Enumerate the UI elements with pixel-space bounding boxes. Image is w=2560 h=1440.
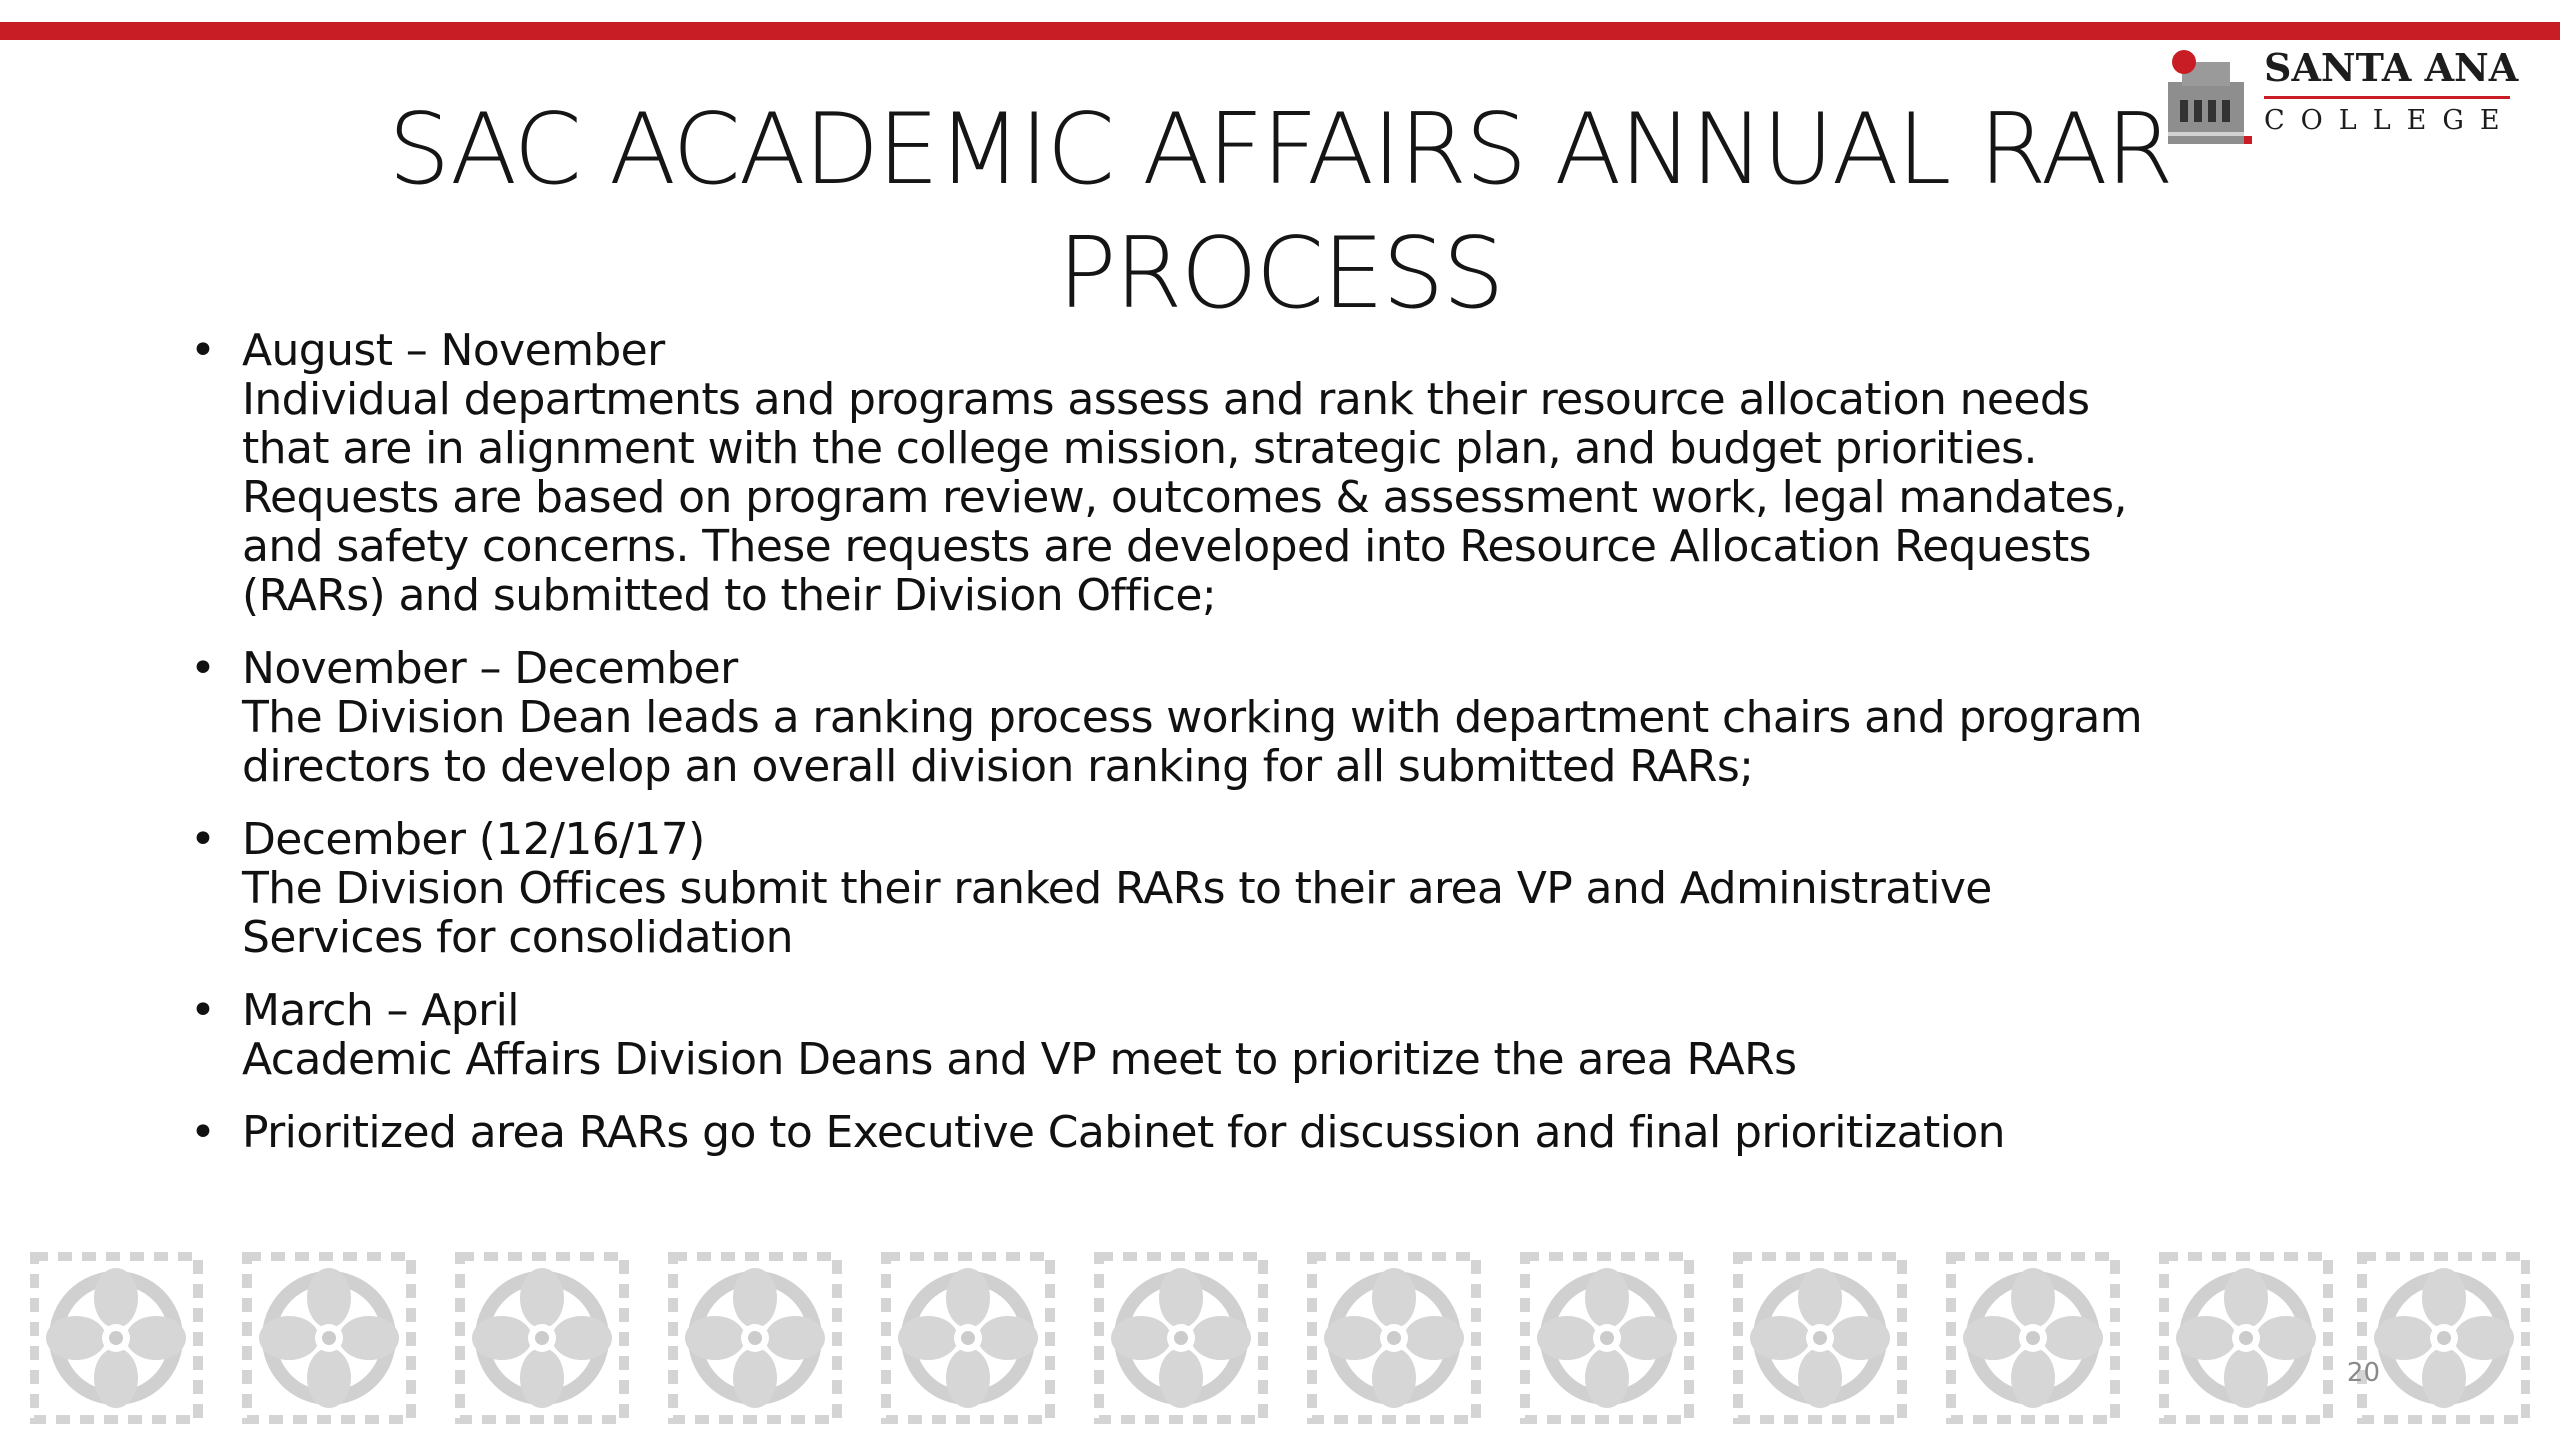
logo-name: SANTA ANA <box>2264 45 2519 90</box>
slide-title <box>200 88 2360 336</box>
bullet-dot-icon: • <box>190 325 216 376</box>
bullet-dot-icon: • <box>190 1107 216 1158</box>
top-accent-bar <box>0 22 2560 40</box>
bullet-body: Academic Affairs Division Deans and VP meet to prioritize the area RARs <box>242 1034 1797 1085</box>
bullet-heading: August – November <box>242 325 665 376</box>
bullet-dot-icon: • <box>190 985 216 1036</box>
bullet-heading: Prioritized area RARs go to Executive Cabinet for discussion and final prioritization <box>242 1107 2005 1158</box>
bullet-dot-icon: • <box>190 814 216 865</box>
bullet-dot-icon: • <box>190 643 216 694</box>
slide-title-line-1: SAC ACADEMIC AFFAIRS ANNUAL RAR <box>388 93 2172 207</box>
bullet-item-prioritized <box>190 1108 2350 1157</box>
bullet-heading: March – April <box>242 985 519 1036</box>
bullet-item-august-november <box>190 326 2350 620</box>
bullet-heading: November – December <box>242 643 738 694</box>
bullet-body: Individual departments and programs assess and rank their resource allocation needs that are in alignment with the college mission, strategic plan, and budget priorities. Requests are based on program review, outcomes & assessment work, legal mandates, and safety concerns. These requests are developed into Resource Allocation Requests (RARs) and submitted to their Division Office; <box>242 374 2127 621</box>
bullet-item-november-december <box>190 644 2350 791</box>
bullet-body: The Division Offices submit their ranked RARs to their area VP and Administrative Services for consolidation <box>242 863 1992 963</box>
page-number: 20 <box>2346 1358 2380 1388</box>
slide-title-line-2: PROCESS <box>1057 217 1503 331</box>
logo-subtitle: COLLEGE <box>2264 105 2516 136</box>
bullet-heading: December (12/16/17) <box>242 814 705 865</box>
bullet-item-december <box>190 815 2350 962</box>
bullet-item-march-april <box>190 986 2350 1084</box>
bullet-body: The Division Dean leads a ranking process working with department chairs and program directors to develop an overall division ranking for all submitted RARs; <box>242 692 2143 792</box>
tile-pattern <box>34 1256 2526 1420</box>
bullet-list <box>190 326 2350 1181</box>
decorative-tile-band <box>30 1252 2530 1424</box>
